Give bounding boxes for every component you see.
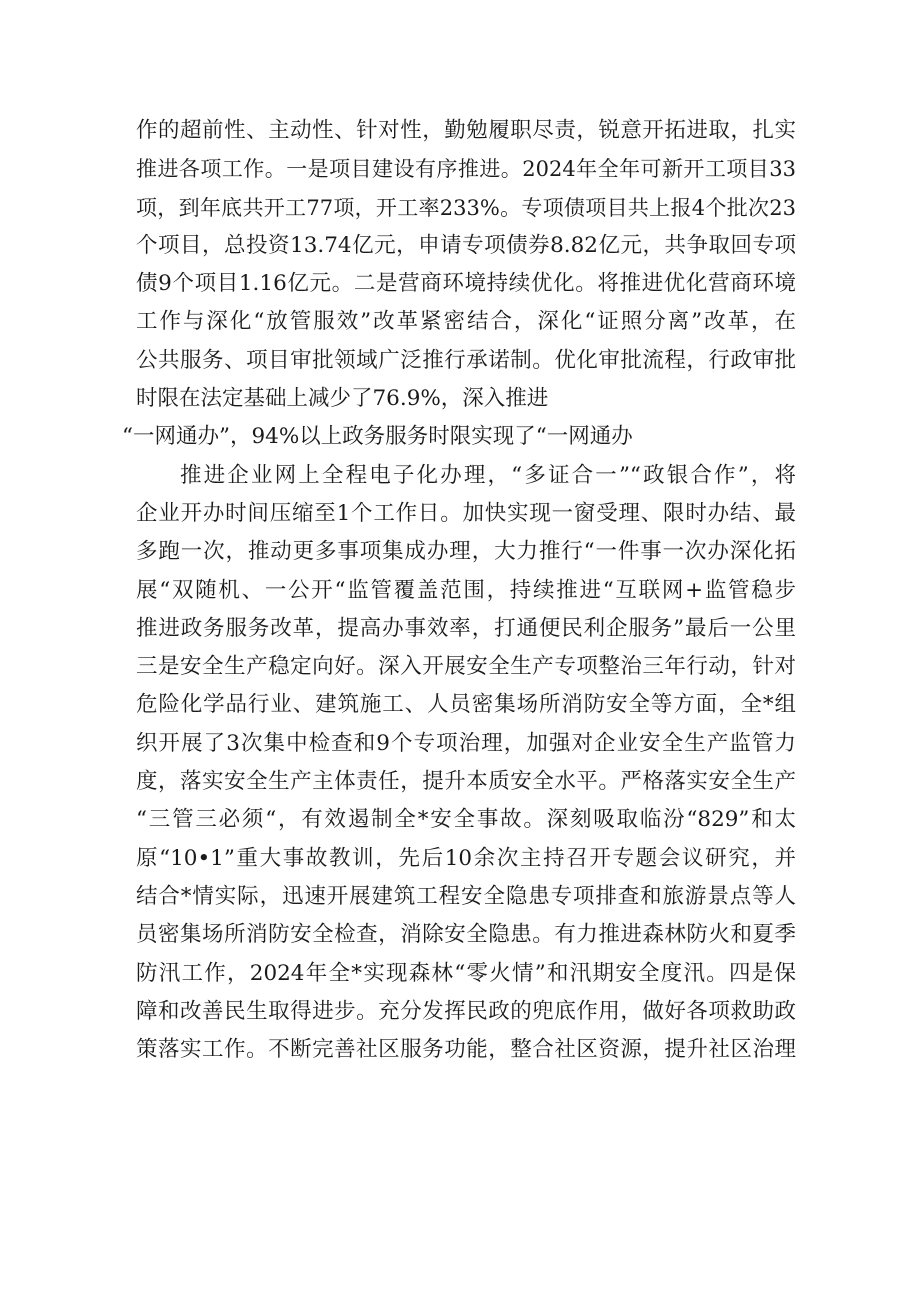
text-line: 展“双随机、一公开“监管覆盖范围，持续推进“互联网+监管稳步: [136, 577, 796, 603]
paragraph-first-line: 推进企业网上全程电子化办理，“多证合一”“政银合作”，将: [180, 462, 796, 488]
text-line: 企业开办时间压缩至1个工作日。加快实现一窗受理、限时办结、最: [136, 500, 796, 526]
text-line: “三管三必须“，有效遏制全*安全事故。深刻吸取临汾“829”和太: [136, 807, 796, 833]
text-line: 公共服务、项目审批领域广泛推行承诺制。优化审批流程，行政审批: [136, 347, 796, 373]
text-line: 作的超前性、主动性、针对性，勤勉履职尽责，锐意开拓进取，扎实: [136, 118, 796, 143]
text-line: 策落实工作。不断完善社区服务功能，整合社区资源，提升社区治理: [136, 1037, 796, 1063]
text-line: 时限在法定基础上减少了76.9%，深入推进: [136, 386, 549, 412]
text-line: 三是安全生产稳定向好。深入开展安全生产专项整治三年行动，针对: [136, 654, 796, 680]
body-text: [122, 112, 796, 1069]
text-line: 员密集场所消防安全检查，消除安全隐患。有力推进森林防火和夏季: [136, 922, 796, 948]
text-line: 推进政务服务改革，提高办事效率，打通便民利企服务”最后一公里: [136, 615, 796, 641]
text-line: 项，到年底共开工77项，开工率233%。专项债项目共上报4个批次23: [136, 195, 796, 220]
text-line: 个项目，总投资13.74亿元，申请专项债券8.82亿元，共争取回专项: [136, 232, 796, 258]
text-line: “一网通办”，94%以上政务服务时限实现了“一网通办: [122, 424, 633, 450]
text-line: 推进各项工作。一是项目建设有序推进。2024年全年可新开工项目33: [136, 157, 796, 182]
text-line: 织开展了3次集中检查和9个专项治理，加强对企业安全生产监管力: [136, 730, 796, 756]
text-line: 障和改善民生取得进步。充分发挥民政的兜底作用，做好各项救助政: [136, 998, 796, 1024]
text-line: 结合*情实际，迅速开展建筑工程安全隐患专项排查和旅游景点等人: [136, 883, 796, 909]
text-line: 度，落实安全生产主体责任，提升本质安全水平。严格落实安全生产: [136, 769, 796, 795]
text-line: 多跑一次，推动更多事项集成办理，大力推行“一件事一次办深化拓: [136, 539, 796, 565]
text-line: 原“10•1”重大事故教训，先后10余次主持召开专题会议研究，并: [136, 845, 796, 871]
text-line: 防汛工作，2024年全*实现森林“零火情”和汛期安全度汛。四是保: [136, 960, 796, 986]
text-line: 危险化学品行业、建筑施工、人员密集场所消防安全等方面，全*组: [136, 692, 796, 718]
text-line: 工作与深化“放管服效”改革紧密结合，深化“证照分离”改革，在: [136, 309, 796, 335]
text-line: 债9个项目1.16亿元。二是营商环境持续优化。将推进优化营商环境: [136, 271, 796, 297]
